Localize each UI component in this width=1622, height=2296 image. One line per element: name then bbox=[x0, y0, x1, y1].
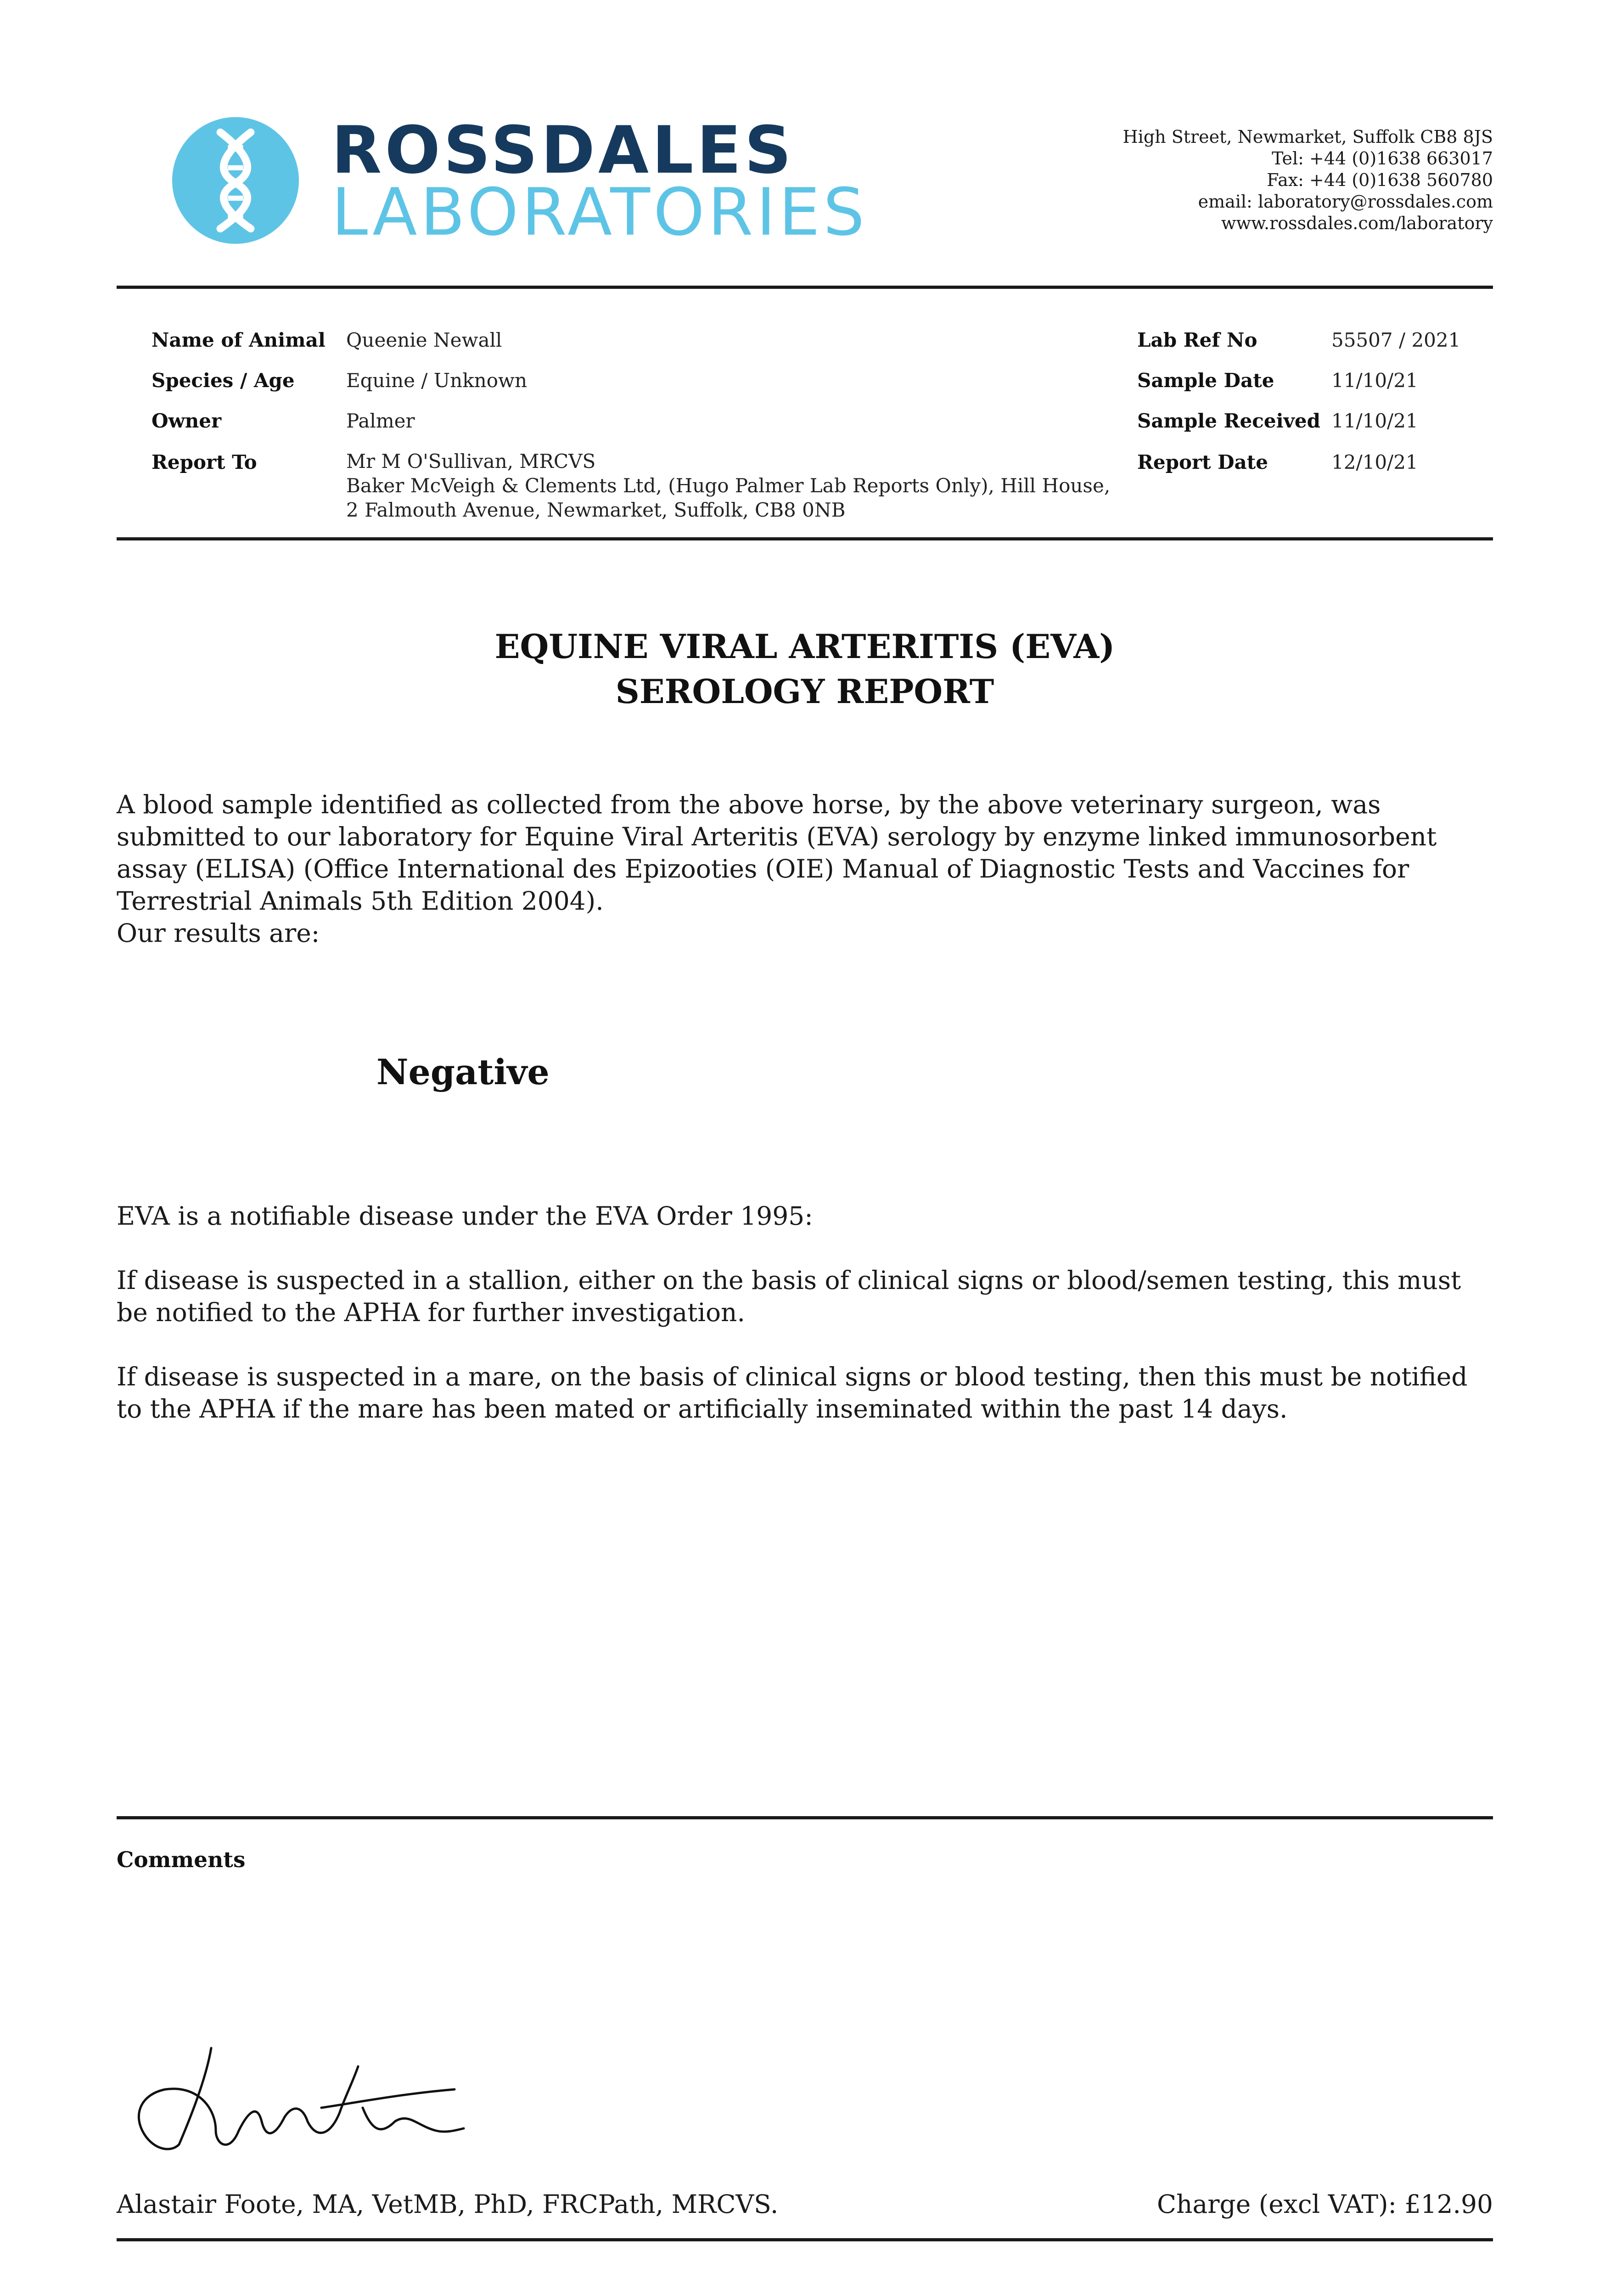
footer-divider bbox=[117, 2238, 1493, 2241]
lab-email[interactable]: email: laboratory@rossdales.com bbox=[1198, 191, 1493, 212]
lab-tel: Tel: +44 (0)1638 663017 bbox=[1272, 148, 1493, 169]
info-divider bbox=[117, 537, 1493, 540]
charge-amount: Charge (excl VAT): £12.90 bbox=[1156, 2189, 1493, 2219]
dna-helix-icon bbox=[172, 117, 299, 244]
report-title-line1: EQUINE VIRAL ARTERITIS (EVA) bbox=[494, 627, 1115, 666]
animal-name-label: Name of Animal bbox=[152, 329, 326, 351]
report-date-value: 12/10/21 bbox=[1331, 451, 1418, 473]
lab-website[interactable]: www.rossdales.com/laboratory bbox=[1221, 213, 1493, 233]
lab-contact-block bbox=[1034, 126, 1493, 234]
sample-received-label: Sample Received bbox=[1137, 410, 1321, 432]
sample-date-label: Sample Date bbox=[1137, 369, 1274, 392]
comments-label: Comments bbox=[117, 1847, 246, 1873]
animal-name-value: Queenie Newall bbox=[346, 329, 502, 351]
intro-paragraph: A blood sample identified as collected from the above horse, by the above veterinary surgeon, was submitted to our laboratory for Equine Viral Arteritis (EVA) serology by enzyme linked immunosorbent assay (ELISA) (Office International des Epizooties (OIE) Manual of Diagnostic Tests and Vaccines for Terrestrial Animals 5th Edition 2004). bbox=[117, 790, 1437, 916]
report-to-label: Report To bbox=[152, 451, 257, 473]
test-result: Negative bbox=[376, 1052, 550, 1092]
report-to-vet: Mr M O'Sullivan, MRCVS bbox=[346, 450, 596, 473]
species-age-value: Equine / Unknown bbox=[346, 369, 528, 392]
comments-divider bbox=[117, 1816, 1493, 1819]
report-to-value bbox=[346, 449, 1127, 522]
lab-ref-label: Lab Ref No bbox=[1137, 329, 1257, 351]
signature bbox=[124, 2039, 473, 2158]
mare-notice: If disease is suspected in a mare, on the basis of clinical signs or blood testing, then this must be notified to the APHA if the mare has been mated or artificially inseminated within the past 14 days. bbox=[117, 1362, 1468, 1424]
signatory-name: Alastair Foote, MA, VetMB, PhD, FRCPath, MRCVS. bbox=[117, 2189, 779, 2219]
report-to-address: Baker McVeigh & Clements Ltd, (Hugo Palmer Lab Reports Only), Hill House, 2 Falmouth Avenue, Newmarket, Suffolk, CB8 0NB bbox=[346, 474, 1111, 521]
results-intro: Our results are: bbox=[117, 918, 320, 948]
sample-received-value: 11/10/21 bbox=[1331, 410, 1418, 432]
notifiable-statement: EVA is a notifiable disease under the EVA Order 1995: bbox=[117, 1201, 813, 1231]
stallion-notice: If disease is suspected in a stallion, either on the basis of clinical signs or blood/semen testing, this must be notified to the APHA for further investigation. bbox=[117, 1266, 1461, 1327]
report-date-label: Report Date bbox=[1137, 451, 1268, 473]
owner-value: Palmer bbox=[346, 410, 415, 432]
owner-label: Owner bbox=[152, 410, 222, 432]
sample-date-value: 11/10/21 bbox=[1331, 369, 1418, 392]
lab-ref-value: 55507 / 2021 bbox=[1331, 329, 1461, 351]
report-title-line2: SEROLOGY REPORT bbox=[615, 672, 994, 711]
lab-address: High Street, Newmarket, Suffolk CB8 8JS bbox=[1122, 127, 1493, 147]
header-divider bbox=[117, 286, 1493, 289]
species-age-label: Species / Age bbox=[152, 369, 295, 392]
brand-name-line2: LABORATORIES bbox=[331, 174, 868, 250]
brand-name-line1: ROSSDALES bbox=[331, 113, 795, 188]
lab-fax: Fax: +44 (0)1638 560780 bbox=[1267, 170, 1493, 190]
